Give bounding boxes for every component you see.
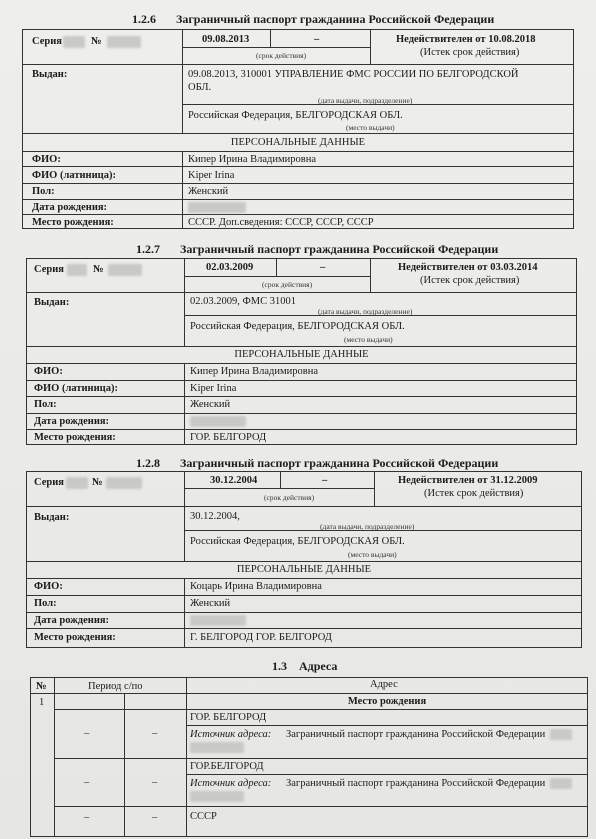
col-address: Адрес: [370, 679, 398, 690]
personal-data-header: ПЕРСОНАЛЬНЫЕ ДАННЫЕ: [236, 564, 372, 575]
period-to: –: [152, 728, 158, 739]
fio-value: Кипер Ирина Владимировна: [188, 154, 316, 165]
place-of-issue: Российская Федерация, БЕЛГОРОДСКАЯ ОБЛ.: [190, 536, 405, 547]
redacted-series: [66, 477, 88, 489]
dob-label: Дата рождения:: [34, 615, 110, 626]
fio-value: Кипер Ирина Владимировна: [190, 366, 318, 377]
redacted-source-number: [550, 729, 572, 740]
sex-value: Женский: [190, 598, 231, 609]
status-reason: (Истек срок действия): [420, 47, 520, 58]
personal-data-header: ПЕРСОНАЛЬНЫЕ ДАННЫЕ: [234, 349, 369, 360]
issued-label: Выдан:: [32, 69, 68, 80]
validity-caption: (срок действия): [264, 493, 315, 502]
issued-caption: (дата выдачи, подразделение): [318, 96, 413, 105]
number-label: №: [93, 264, 104, 275]
fio-latin-label: ФИО (латиница):: [32, 170, 116, 181]
dob-label: Дата рождения:: [34, 416, 110, 427]
redacted-number: [108, 264, 142, 276]
issued-label: Выдан:: [34, 512, 70, 523]
status-reason: (Истек срок действия): [424, 488, 524, 499]
redacted-series: [63, 36, 85, 48]
validity-caption: (срок действия): [262, 280, 313, 289]
issued-by-line1: 09.08.2013, 310001 УПРАВЛЕНИЕ ФМС РОССИИ ПО БЕЛГОРОДСКОЙ: [188, 69, 519, 80]
section-title-addresses: 1.3 Адреса: [272, 659, 338, 673]
fio-latin-label: ФИО (латиница):: [34, 383, 118, 394]
fio-value: Коцарь Ирина Владимировна: [190, 581, 322, 592]
section-title-1-2-6: 1.2.6 Заграничный паспорт гражданина Российской Федерации: [132, 12, 495, 26]
address-value: ГОР.БЕЛГОРОД: [190, 761, 264, 772]
sex-label: Пол:: [32, 186, 55, 197]
redacted-series: [67, 264, 87, 276]
birthplace-value: СССР. Доп.сведения: СССР, СССР, СССР: [188, 217, 374, 228]
row-number: 1: [39, 697, 45, 708]
sex-value: Женский: [188, 186, 229, 197]
status-text: Недействителен от 31.12.2009: [398, 475, 538, 486]
issued-caption: (дата выдачи, подразделение): [318, 307, 413, 316]
place-of-issue: Российская Федерация, БЕЛГОРОДСКАЯ ОБЛ.: [190, 321, 405, 332]
validity-caption: (срок действия): [256, 51, 307, 60]
section-title-1-2-7: 1.2.7 Заграничный паспорт гражданина Российской Федерации: [136, 242, 499, 256]
place-caption: (место выдачи): [346, 123, 395, 132]
status-text: Недействителен от 10.08.2018: [396, 34, 536, 45]
address-value: ГОР. БЕЛГОРОД: [190, 712, 267, 723]
col-period: Период с/по: [88, 681, 143, 692]
place-caption: (место выдачи): [344, 335, 393, 344]
redacted-number: [106, 477, 142, 489]
source-value: Заграничный паспорт гражданина Российской Федерации: [286, 778, 546, 789]
personal-data-header: ПЕРСОНАЛЬНЫЕ ДАННЫЕ: [230, 137, 366, 148]
birthplace-label: Место рождения:: [32, 217, 114, 228]
period-from: –: [84, 777, 90, 788]
issued-by-line1: 30.12.2004,: [190, 511, 240, 522]
sex-label: Пол:: [34, 598, 57, 609]
birthplace-label: Место рождения:: [34, 432, 116, 443]
fio-latin-value: Kiper Irina: [188, 170, 235, 181]
series-label: Серия: [34, 477, 64, 488]
redacted-source-number: [550, 778, 572, 789]
period-to: –: [152, 777, 158, 788]
redacted-dob: [188, 202, 246, 213]
period-from: –: [84, 728, 90, 739]
issued-by-line2: ОБЛ.: [188, 82, 212, 93]
redacted-source-date: [190, 791, 244, 802]
validity-dash: –: [314, 34, 320, 45]
status-text: Недействителен от 03.03.2014: [398, 262, 538, 273]
period-to: –: [152, 812, 158, 823]
number-label: №: [91, 36, 102, 47]
fio-label: ФИО:: [32, 154, 61, 165]
birthplace-value: Г. БЕЛГОРОД ГОР. БЕЛГОРОД: [190, 632, 332, 643]
redacted-dob: [190, 416, 246, 427]
birthplace-label: Место рождения:: [34, 632, 116, 643]
group-title: Место рождения: [347, 696, 427, 707]
birthplace-value: ГОР. БЕЛГОРОД: [190, 432, 267, 443]
issued-caption: (дата выдачи, подразделение): [320, 522, 415, 531]
source-label: Источник адреса:: [190, 778, 272, 789]
sex-value: Женский: [190, 399, 231, 410]
number-label: №: [92, 477, 103, 488]
validity-dash: –: [320, 262, 326, 273]
sex-label: Пол:: [34, 399, 57, 410]
issued-by-line1: 02.03.2009, ФМС 31001: [190, 296, 297, 307]
period-from: –: [84, 812, 90, 823]
fio-label: ФИО:: [34, 366, 63, 377]
fio-latin-value: Kiper Irina: [190, 383, 237, 394]
place-of-issue: Российская Федерация, БЕЛГОРОДСКАЯ ОБЛ.: [188, 110, 403, 121]
series-label: Серия: [34, 264, 64, 275]
address-value: СССР: [190, 811, 217, 822]
validity-dash: –: [322, 475, 328, 486]
issue-date: 09.08.2013: [202, 34, 250, 45]
source-value: Заграничный паспорт гражданина Российской Федерации: [286, 729, 546, 740]
redacted-number: [107, 36, 141, 48]
col-number: №: [36, 681, 47, 692]
issue-date: 02.03.2009: [206, 262, 254, 273]
redacted-source-date: [190, 742, 244, 753]
status-reason: (Истек срок действия): [420, 275, 520, 286]
issued-label: Выдан:: [34, 297, 70, 308]
redacted-dob: [190, 615, 246, 626]
dob-label: Дата рождения:: [32, 202, 108, 213]
source-label: Источник адреса:: [190, 729, 272, 740]
section-title-1-2-8: 1.2.8 Заграничный паспорт гражданина Российской Федерации: [136, 456, 499, 470]
place-caption: (место выдачи): [348, 550, 397, 559]
fio-label: ФИО:: [34, 581, 63, 592]
series-label: Серия: [32, 36, 62, 47]
issue-date: 30.12.2004: [210, 475, 258, 486]
